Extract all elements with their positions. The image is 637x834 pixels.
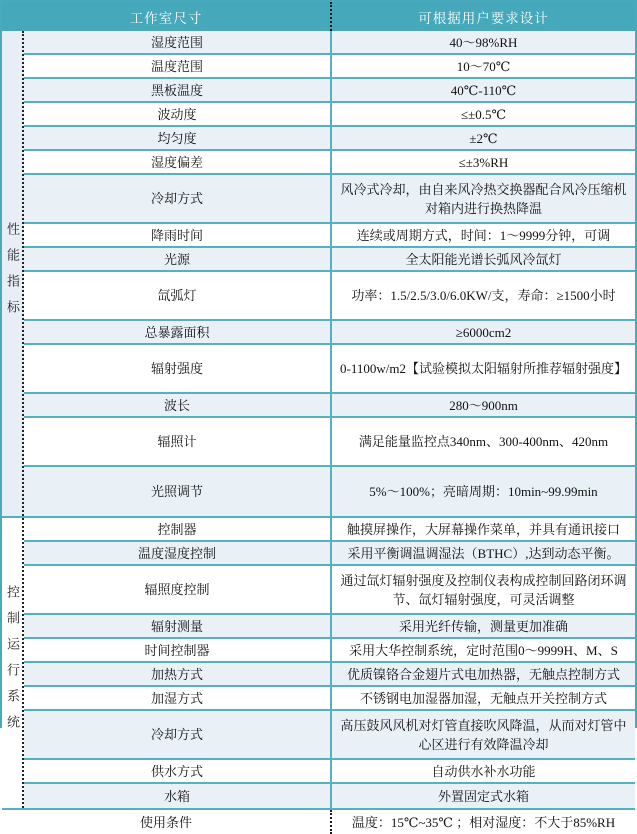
spec-row <box>24 272 635 321</box>
spec-row <box>24 248 635 272</box>
spec-row <box>24 418 635 467</box>
spec-param-value: 风冷式冷却，由自来风冷热交换器配合风冷压缩机对箱内进行换热降温 <box>330 175 635 222</box>
spec-param-value: 不锈钢电加湿器加湿，无触点开关控制方式 <box>330 687 635 709</box>
spec-param-name: 辐照度控制 <box>144 582 210 597</box>
spec-row <box>24 711 635 760</box>
spec-param-value: ≤±0.5℃ <box>330 103 635 125</box>
spec-row <box>24 467 635 516</box>
spec-row <box>24 518 635 542</box>
spec-param-name: 降雨时间 <box>150 227 203 243</box>
spec-param-name: 波长 <box>163 397 190 413</box>
spec-row <box>24 687 635 711</box>
header-custom-design: 可根据用户要求设计 <box>330 2 635 31</box>
spec-param-value: 10～70℃ <box>330 55 635 77</box>
spec-param-name: 控制器 <box>157 521 197 537</box>
spec-param-value: 40℃-110℃ <box>330 79 635 101</box>
spec-param-name: 加湿方式 <box>150 690 203 706</box>
spec-row <box>24 79 635 103</box>
spec-param-name: 供水方式 <box>150 763 203 779</box>
spec-row <box>24 151 635 175</box>
spec-param-value: 通过氙灯辐射强度及控制仪表构成控制回路闭环调节、氙灯辐射强度，可灵活调整 <box>330 566 635 613</box>
usage-conditions-label: 使用条件 <box>139 814 192 830</box>
spec-param-name: 时间控制器 <box>144 642 210 658</box>
spec-param-value: ±2℃ <box>330 127 635 149</box>
spec-row <box>24 663 635 687</box>
spec-param-name: 冷却方式 <box>150 727 203 742</box>
section-performance-label-column <box>2 31 24 516</box>
spec-param-name: 辐射强度 <box>150 361 203 376</box>
spec-param-name: 水箱 <box>163 788 190 804</box>
spec-param-value: 优质镍铬合金翅片式电加热器，无触点控制方式 <box>330 663 635 685</box>
spec-param-name: 氙弧灯 <box>157 288 197 303</box>
spec-param-value: 全太阳能光谱长弧风冷氙灯 <box>330 248 635 270</box>
spec-row <box>24 566 635 615</box>
spec-row <box>24 175 635 224</box>
spec-param-value: 高压鼓风风机对灯管直接吹风降温，从而对灯管中心区进行有效降温冷却 <box>330 711 635 758</box>
spec-param-value: 280～900nm <box>330 394 635 416</box>
spec-param-name: 冷却方式 <box>150 191 203 206</box>
spec-param-value: 自动供水补水功能 <box>330 760 635 782</box>
spec-param-name: 总暴露面积 <box>144 324 210 340</box>
table-header-row <box>2 2 635 31</box>
spec-param-name: 黑板温度 <box>150 82 203 98</box>
spec-param-value: 功率：1.5/2.5/3.0/6.0KW/支，寿命：≥1500小时 <box>330 272 635 319</box>
spec-param-value: 5%～100%；亮暗周期：10min~99.99min <box>330 467 635 516</box>
spec-param-value: 触摸屏操作，大屏幕操作菜单，并具有通讯接口 <box>330 518 635 540</box>
spec-param-name: 辐射测量 <box>150 618 203 634</box>
section-performance-label: 性能指标 <box>5 221 20 326</box>
spec-row <box>24 394 635 418</box>
section-control-label-column <box>2 518 24 808</box>
usage-conditions-value: 温度：15℃~35℃ ；相对湿度：不大于85%RH <box>330 810 635 834</box>
spec-param-value: 采用光纤传输，测量更加准确 <box>330 615 635 637</box>
spec-param-value: 采用大华控制系统，定时范围0～9999H、M、S <box>330 639 635 661</box>
spec-row <box>24 542 635 566</box>
spec-param-value: ≤±3%RH <box>330 151 635 173</box>
spec-param-name: 温度湿度控制 <box>137 545 216 561</box>
spec-row <box>24 760 635 784</box>
section-control-label: 控制运行系统 <box>5 585 20 741</box>
spec-param-value: ≥6000cm2 <box>330 321 635 343</box>
spec-param-name: 湿度偏差 <box>150 154 203 170</box>
header-workroom-size: 工作室尺寸 <box>129 10 203 26</box>
spec-param-value: 外置固定式水箱 <box>330 784 635 808</box>
spec-param-name: 辐照计 <box>157 434 197 449</box>
spec-row <box>24 127 635 151</box>
spec-param-name: 光源 <box>163 251 190 267</box>
spec-param-name: 波动度 <box>157 106 197 122</box>
spec-row <box>24 224 635 248</box>
spec-param-value: 采用平衡调温调湿法（BTHC）,达到动态平衡。 <box>330 542 635 564</box>
spec-row <box>24 639 635 663</box>
section-performance-indicators <box>2 31 635 518</box>
spec-row <box>24 31 635 55</box>
spec-row <box>24 321 635 345</box>
control-rows <box>24 518 635 808</box>
spec-row <box>24 55 635 79</box>
spec-param-value: 40～98%RH <box>330 31 635 53</box>
spec-param-value: 满足能量监控点340nm、300-400nm、420nm <box>330 418 635 465</box>
spec-row <box>24 103 635 127</box>
spec-row <box>24 615 635 639</box>
usage-conditions-row <box>2 810 635 834</box>
spec-param-name: 均匀度 <box>157 130 197 146</box>
section-control-system <box>2 518 635 810</box>
spec-row <box>24 345 635 394</box>
performance-rows <box>24 31 635 516</box>
spec-param-name: 加热方式 <box>150 666 203 682</box>
spec-param-name: 湿度范围 <box>150 34 203 50</box>
spec-param-value: 连续或周期方式，时间：1～9999分钟，可调 <box>330 224 635 246</box>
spec-param-value: 0-1100w/m2【试验模拟太阳辐射所推荐辐射强度】 <box>330 345 635 392</box>
spec-param-name: 温度范围 <box>150 58 203 74</box>
spec-row <box>24 784 635 808</box>
spec-param-name: 光照调节 <box>150 484 203 499</box>
